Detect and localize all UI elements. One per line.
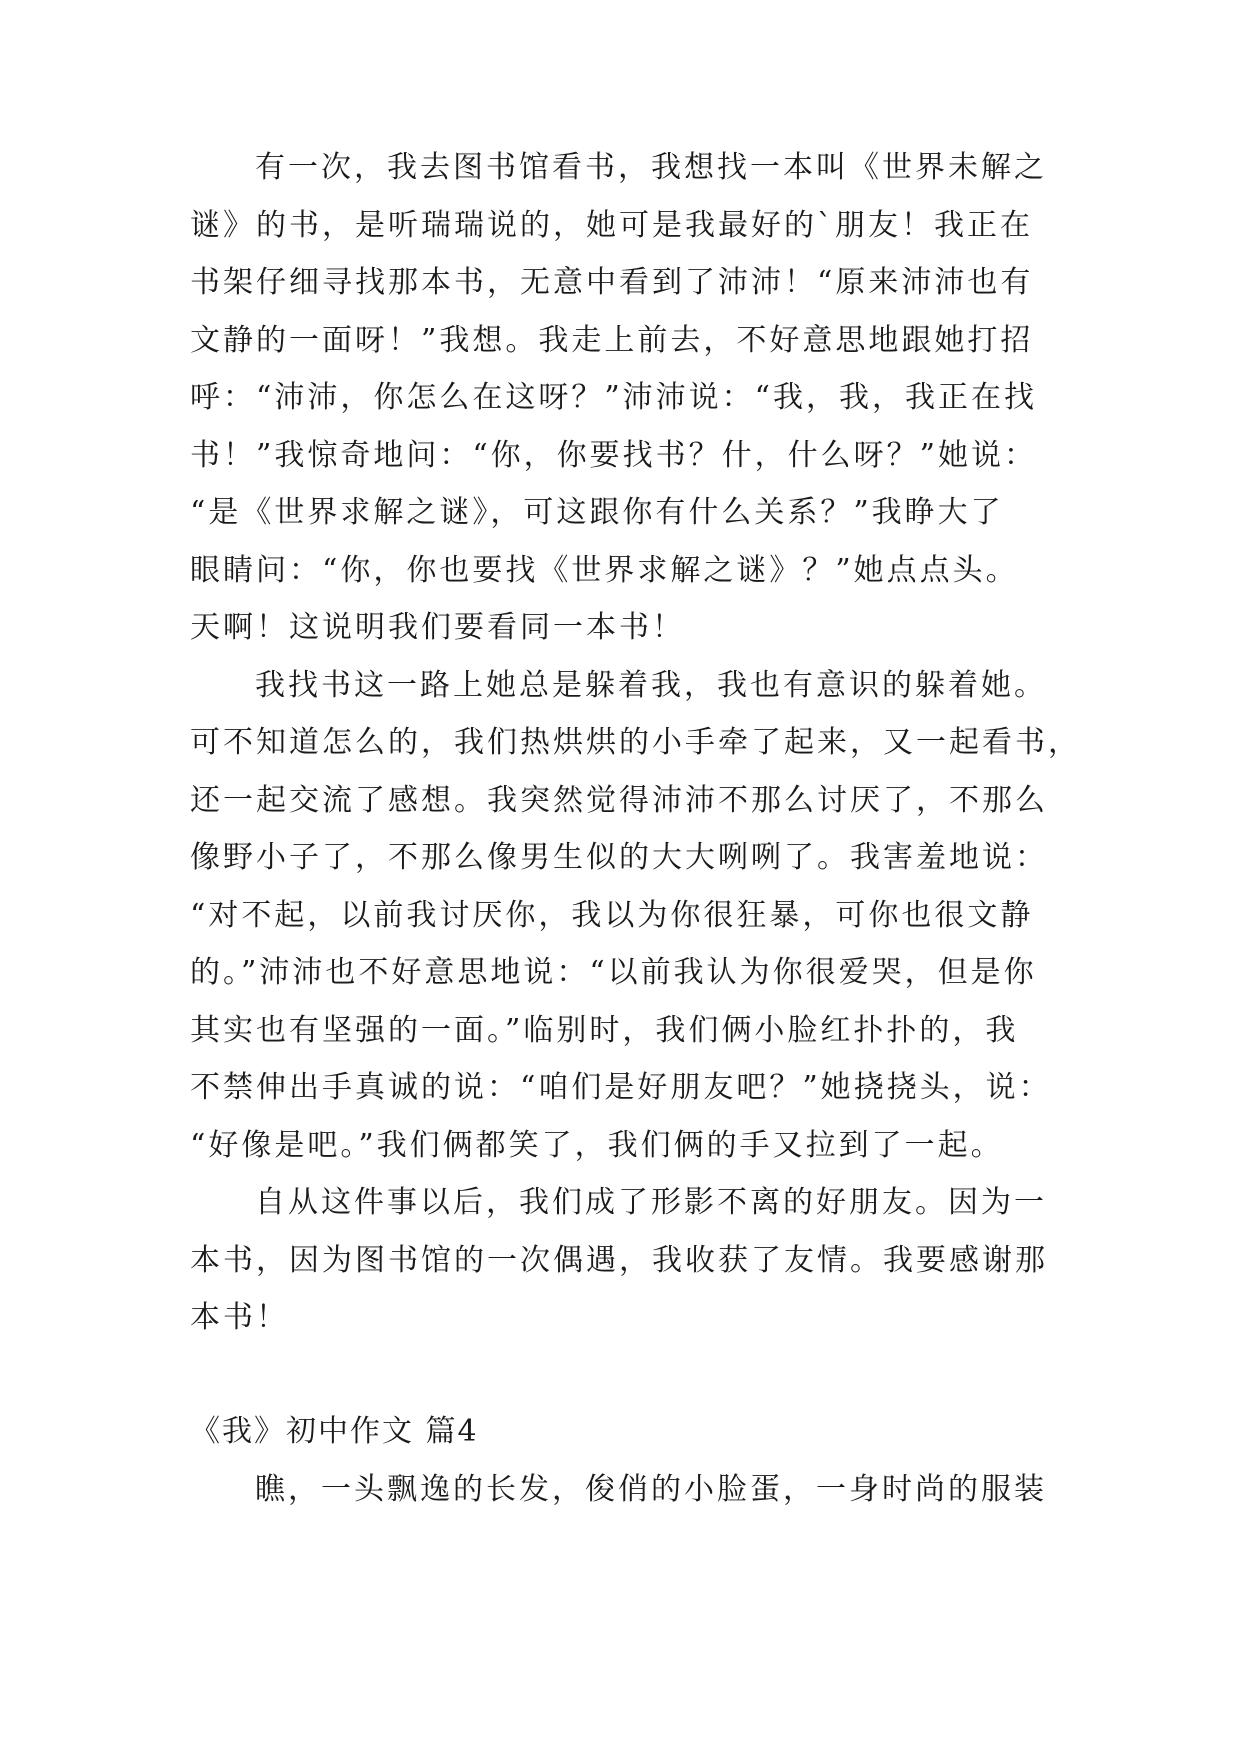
paragraph-3-line-1: 自从这件事以后，我们成了形影不离的好朋友。因为一 [255, 1185, 1047, 1220]
paragraph-1-line-5: 呼：“沛沛，你怎么在这呀？”沛沛说：“我，我，我正在找 [190, 380, 1038, 415]
paragraph-1-line-2: 谜》的书，是听瑞瑞说的，她可是我最好的`朋友！我正在 [190, 208, 1033, 243]
paragraph-1-line-7: “是《世界求解之谜》，可这跟你有什么关系？”我睁大了 [190, 495, 1004, 530]
paragraph-2-line-3: 还一起交流了感想。我突然觉得沛沛不那么讨厌了，不那么 [190, 783, 1048, 818]
paragraph-1-line-4: 文静的一面呀！”我想。我走上前去，不好意思地跟她打招 [190, 323, 1034, 358]
paragraph-1-line-1: 有一次，我去图书馆看书，我想找一本叫《世界未解之 [255, 150, 1047, 185]
section-heading: 《我》初中作文 篇4 [190, 1414, 479, 1449]
paragraph-3-line-2: 本书，因为图书馆的一次偶遇，我收获了友情。我要感谢那 [190, 1243, 1048, 1278]
paragraph-1-line-3: 书架仔细寻找那本书，无意中看到了沛沛！“原来沛沛也有 [190, 265, 1034, 300]
paragraph-1-line-6: 书！”我惊奇地问：“你，你要找书？什，什么呀？”她说： [190, 438, 1038, 473]
paragraph-2-line-6: 的。”沛沛也不好意思地说：“以前我认为你很爱哭，但是你 [190, 955, 1037, 990]
paragraph-2-line-1: 我找书这一路上她总是躲着我，我也有意识的躲着她。 [255, 668, 1047, 703]
paragraph-2-line-5: “对不起，以前我讨厌你，我以为你很狂暴，可你也很文静 [190, 898, 1034, 933]
paragraph-3-line-3: 本书！ [190, 1300, 289, 1335]
paragraph-1-line-9: 天啊！这说明我们要看同一本书！ [190, 610, 685, 645]
paragraph-4-line-1: 瞧，一头飘逸的长发，俊俏的小脸蛋，一身时尚的服装 [255, 1472, 1047, 1507]
paragraph-2-line-2: 可不知道怎么的，我们热烘烘的小手牵了起来，又一起看书， [190, 725, 1081, 760]
paragraph-2-line-9: “好像是吧。”我们俩都笑了，我们俩的手又拉到了一起。 [190, 1128, 1004, 1163]
paragraph-2-line-4: 像野小子了，不那么像男生似的大大咧咧了。我害羞地说： [190, 840, 1048, 875]
paragraph-1-line-8: 眼睛问：“你，你也要找《世界求解之谜》？”她点点头。 [190, 553, 1019, 588]
paragraph-2-line-8: 不禁伸出手真诚的说：“咱们是好朋友吧？”她挠挠头，说： [190, 1070, 1052, 1105]
paragraph-2-line-7: 其实也有坚强的一面。”临别时，我们俩小脸红扑扑的，我 [190, 1013, 1019, 1048]
